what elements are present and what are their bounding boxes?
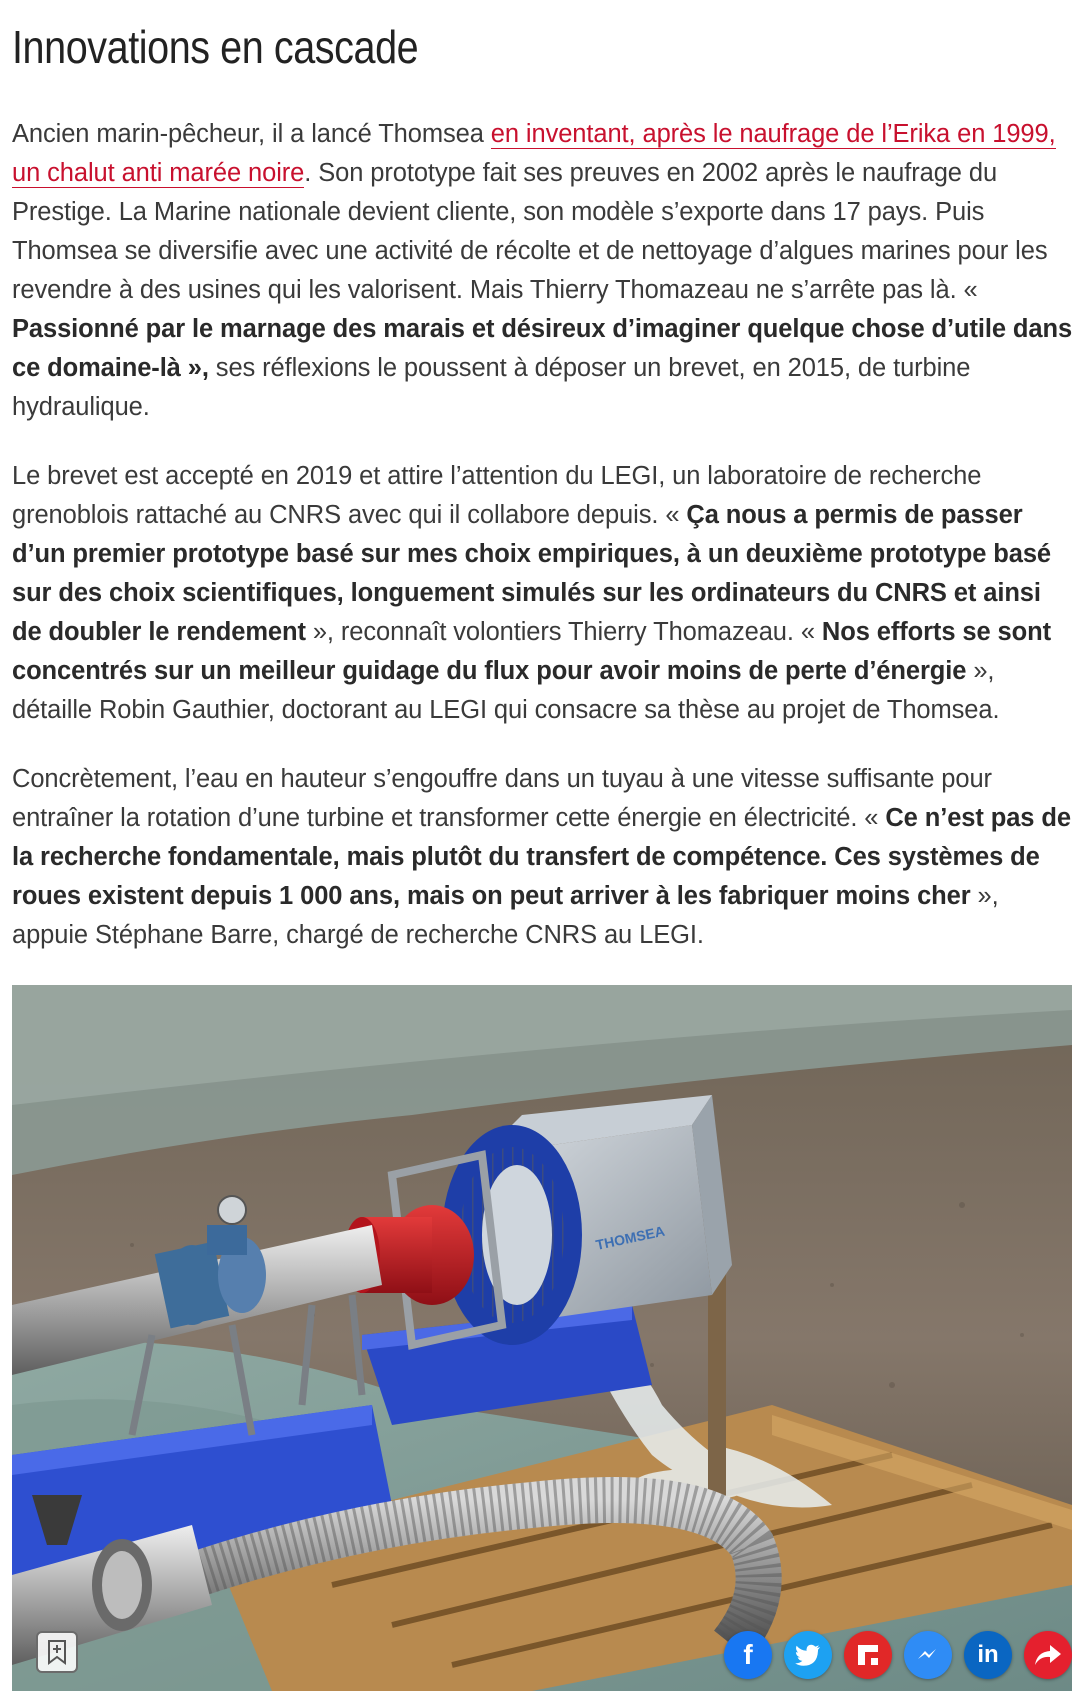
quote-bold: Ça nous a permis de passer d’un premier prototype basé sur mes choix empiriques, à un deuxième prototype basé sur des choix scientifiques, longuement simulés sur les ordinateurs du CNRS et ainsi de doubler le rendement	[12, 501, 1051, 646]
linkedin-share-button[interactable]	[964, 1631, 1012, 1679]
facebook-icon: f	[743, 1639, 753, 1670]
paragraph-2	[12, 457, 1074, 730]
messenger-icon	[915, 1642, 941, 1668]
quote-bold: Passionné par le marnage des marais et désireux d’imaginer quelque chose d’utile dans ce domaine-là »,	[12, 315, 1073, 382]
paragraph-text: », appuie Stéphane Barre, chargé de recherche CNRS au LEGI.	[12, 882, 999, 949]
section-heading: Innovations en cascade	[12, 21, 419, 73]
linkedin-icon: in	[977, 1641, 999, 1668]
twitter-icon	[795, 1644, 821, 1666]
flipboard-share-button[interactable]	[844, 1631, 892, 1679]
turbine-photo	[12, 985, 1072, 1691]
paragraph-text: », détaille Robin Gauthier, doctorant au LEGI qui consacre sa thèse au projet de Thomsea.	[12, 657, 1000, 724]
paragraph-text: », reconnaît volontiers Thierry Thomazeau. «	[305, 618, 822, 646]
paragraph-3	[12, 760, 1074, 955]
share-more-button[interactable]	[1024, 1631, 1072, 1679]
bookmark-icon	[45, 1639, 69, 1665]
share-buttons	[724, 1631, 1072, 1679]
facebook-share-button[interactable]	[724, 1631, 772, 1679]
article-photo	[12, 985, 1072, 1691]
quote-bold: Ce n’est pas de la recherche fondamentale, mais plutôt du transfert de compétence. Ces systèmes de roues existent depuis 1 000 ans, mais on peut arriver à les fabriquer moins cher	[12, 804, 1071, 910]
bookmark-button[interactable]	[36, 1631, 78, 1673]
erika-link[interactable]: en inventant, après le naufrage de l’Erika en 1999, un chalut anti marée noire	[12, 120, 1056, 187]
paragraph-text: ses réflexions le poussent à déposer un brevet, en 2015, de turbine hydraulique.	[12, 354, 971, 421]
paragraph-1	[12, 115, 1074, 427]
quote-bold: Nos efforts se sont concentrés sur un meilleur guidage du flux pour avoir moins de perte d’énergie	[12, 618, 1051, 685]
messenger-share-button[interactable]	[904, 1631, 952, 1679]
paragraph-text: . Son prototype fait ses preuves en 2002 après le naufrage du Prestige. La Marine nationale devient cliente, son modèle s’exporte dans 17 pays. Puis Thomsea se diversifie avec une activité de récolte et de nettoyage d’algues marines pour les revendre à des usines qui les valorisent. Mais Thierry Thomazeau ne s’arrête pas là. «	[12, 159, 1048, 304]
twitter-share-button[interactable]	[784, 1631, 832, 1679]
paragraph-text: Ancien marin-pêcheur, il a lancé Thomsea	[12, 120, 491, 148]
paragraph-text: Le brevet est accepté en 2019 et attire l’attention du LEGI, un laboratoire de recherche grenoblois rattaché au CNRS avec qui il collabore depuis. «	[12, 462, 982, 529]
thomsea-logo-text: THOMSEA	[594, 1222, 667, 1253]
paragraph-text: Concrètement, l’eau en hauteur s’engouffre dans un tuyau à une vitesse suffisante pour entraîner la rotation d’une turbine et transformer cette énergie en électricité. «	[12, 765, 992, 832]
share-arrow-icon	[1034, 1643, 1062, 1667]
flipboard-icon	[856, 1643, 880, 1667]
